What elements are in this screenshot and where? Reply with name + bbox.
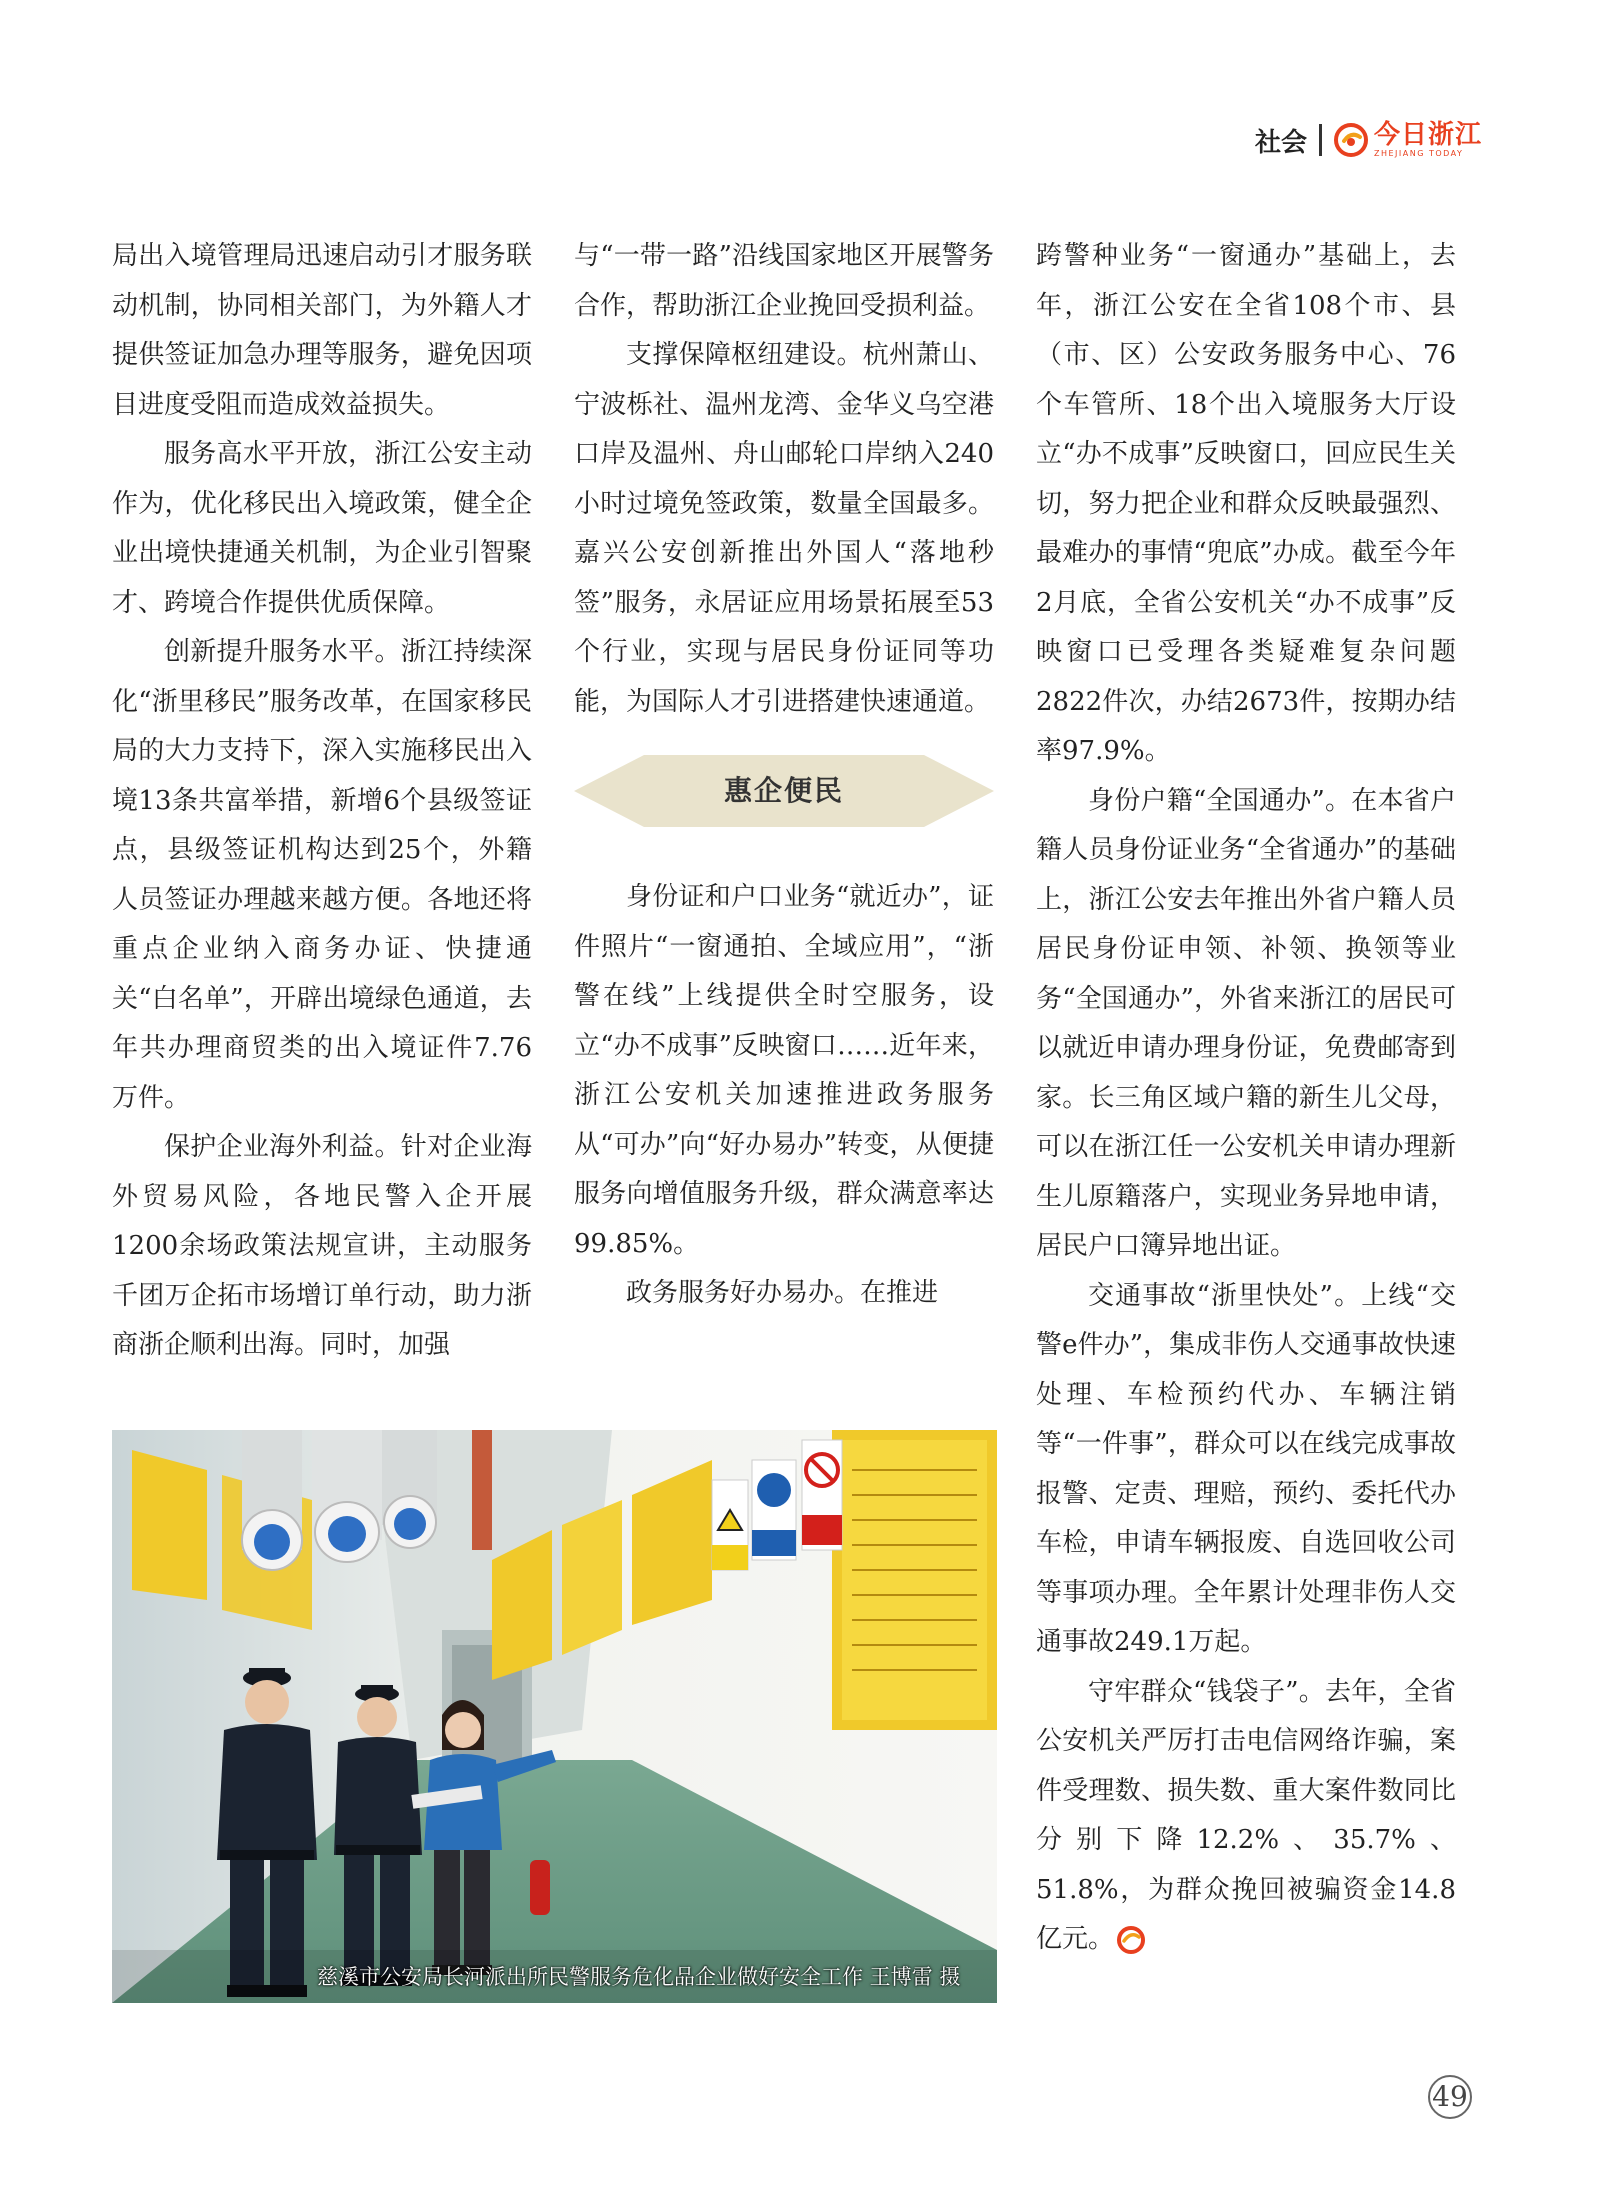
header-divider	[1319, 124, 1322, 156]
article-end-logo-icon	[1116, 1925, 1146, 1955]
photo-illustration	[112, 1430, 997, 2003]
paragraph: 交通事故“浙里快处”。上线“交警e件办”，集成非伤人交通事故快速处理、车检预约代办、车辆注销等“一件事”，群众可以在线完成事故报警、定责、理赔，预约、委托代办车检，申请车辆报废、自选回收公司等事项办理。全年累计处理非伤人交通事故249.1万起。	[1036, 1280, 1456, 1657]
paragraph: 身份户籍“全国通办”。在本省户籍人员身份证业务“全省通办”的基础上，浙江公安去年推出外省户籍人员居民身份证申领、补领、换领等业务“全国通办”，外省来浙江的居民可以就近申请办理身份证，免费邮寄到家。长三角区域户籍的新生儿父母，可以在浙江任一公安机关申请办理新生儿原籍落户，实现业务异地申请，居民户口簿异地出证。	[1036, 785, 1456, 1261]
article-column-3	[1036, 232, 1456, 1965]
paragraph: 跨警种业务“一窗通办”基础上，去年，浙江公安在全省108个市、县（市、区）公安政务服务中心、76个车管所、18个出入境服务大厅设立“办不成事”反映窗口，回应民生关切，努力把企业和群众反映最强烈、最难办的事情“兜底”办成。截至今年2月底，全省公安机关“办不成事”反映窗口已受理各类疑难复杂问题2822件次，办结2673件，按期办结率97.9%。	[1036, 241, 1456, 766]
logo-swirl-icon	[1334, 123, 1368, 157]
paragraph: 支撑保障枢纽建设。杭州萧山、宁波栎社、温州龙湾、金华义乌空港口岸及温州、舟山邮轮口岸纳入240小时过境免签政策，数量全国最多。嘉兴公安创新推出外国人“落地秒签”服务，永居证应用场景拓展至53个行业，实现与居民身份证同等功能，为国际人才引进搭建快速通道。	[574, 340, 994, 717]
paragraph	[1036, 1668, 1456, 1965]
section-heading-banner	[574, 749, 994, 833]
page-number: 49	[1428, 2075, 1472, 2119]
logo-english-text: ZHEJIANG TODAY	[1373, 149, 1464, 158]
paragraph-text: 守牢群众“钱袋子”。去年，全省公安机关严厉打击电信网络诈骗，案件受理数、损失数、重大案件数同比分别下降12.2%、35.7%、51.8%，为群众挽回被骗资金14.8亿元。	[1036, 1676, 1456, 1954]
article-photo	[112, 1430, 997, 2003]
page-header	[1255, 118, 1482, 162]
article-column-1	[112, 232, 532, 1412]
section-tag: 社会	[1254, 127, 1307, 158]
paragraph: 创新提升服务水平。浙江持续深化“浙里移民”服务改革，在国家移民局的大力支持下，深入实施移民出入境13条共富举措，新增6个县级签证点，县级签证机构达到25个，外籍人员签证办理越来越方便。各地还将重点企业纳入商务办证、快捷通关“白名单”，开辟出境绿色通道，去年共办理商贸类的出入境证件7.76万件。	[112, 637, 532, 1113]
article-column-2	[574, 232, 994, 1319]
paragraph: 身份证和户口业务“就近办”，证件照片“一窗通拍、全域应用”，“浙警在线”上线提供全时空服务，设立“办不成事”反映窗口……近年来，浙江公安机关加速推进政务服务从“可办”向“好办易办”转变，从便捷服务向增值服务升级，群众满意率达99.85%。	[574, 882, 994, 1259]
paragraph: 与“一带一路”沿线国家地区开展警务合作，帮助浙江企业挽回受损利益。	[574, 241, 994, 321]
magazine-logo	[1334, 122, 1482, 158]
paragraph: 政务服务好办易办。在推进	[626, 1278, 939, 1308]
paragraph: 保护企业海外利益。针对企业海外贸易风险，各地民警入企开展1200余场政策法规宣讲，主动服务千团万企拓市场增订单行动，助力浙商浙企顺利出海。同时，加强	[112, 1132, 532, 1360]
photo-caption: 慈溪市公安局长河派出所民警服务危化品企业做好安全工作 王博雷 摄	[317, 1965, 961, 1989]
section-heading: 惠企便民	[723, 774, 844, 807]
paragraph: 局出入境管理局迅速启动引才服务联动机制，协同相关部门，为外籍人才提供签证加急办理等服务，避免因项目进度受阻而造成效益损失。	[112, 241, 532, 420]
paragraph: 服务高水平开放，浙江公安主动作为，优化移民出入境政策，健全企业出境快捷通关机制，为企业引智聚才、跨境合作提供优质保障。	[112, 439, 532, 618]
logo-chinese-text: 今日浙江	[1373, 120, 1482, 150]
